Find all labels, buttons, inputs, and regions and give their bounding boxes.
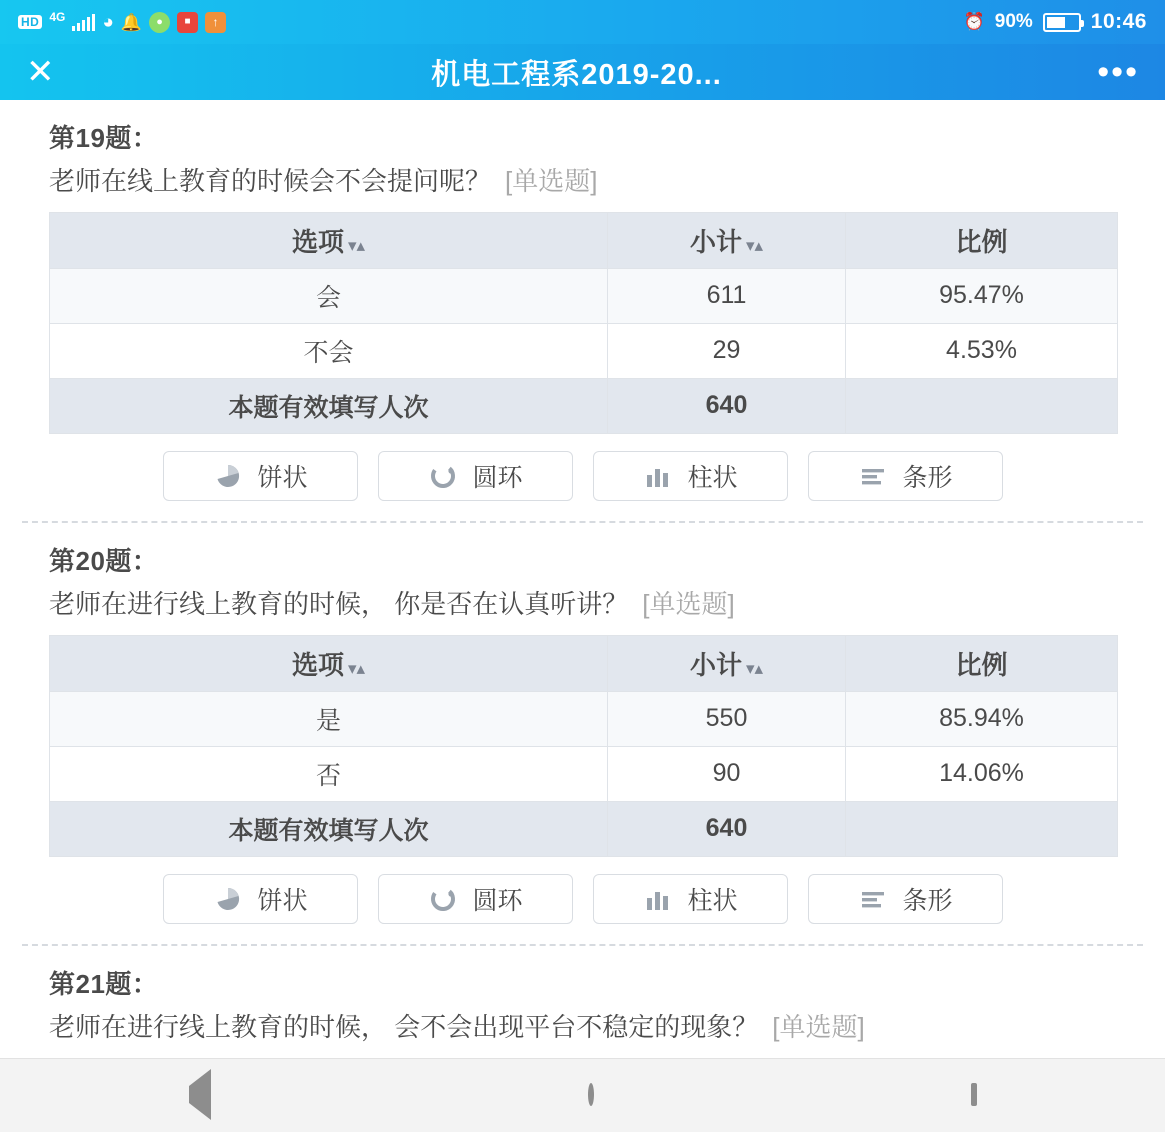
chart-button-pie[interactable] <box>163 451 358 501</box>
upload-icon: ↑ <box>205 12 226 33</box>
page-title: 机电工程系2019-20... <box>431 58 722 91</box>
cell-subtotal: 90 <box>608 746 846 801</box>
question-title <box>49 163 1143 200</box>
survey-results-content[interactable] <box>0 100 1165 1058</box>
table-row <box>50 268 1118 323</box>
column-header-option[interactable] <box>50 212 608 268</box>
sort-icon[interactable]: ▾▴ <box>745 235 764 255</box>
chart-button-pie[interactable] <box>163 874 358 924</box>
column-header-option-label: 选项 <box>291 226 344 257</box>
chart-button-bar-label: 条形 <box>902 886 953 915</box>
question-number: 第21题： <box>49 968 159 999</box>
table-header <box>50 635 1118 691</box>
chart-button-donut[interactable] <box>378 451 573 501</box>
cell-percent: 95.47% <box>846 268 1118 323</box>
table-total-row <box>50 801 1118 856</box>
question-text: 老师在进行线上教育的时候， 你是否在认真听讲？ <box>49 588 629 619</box>
chart-button-column[interactable] <box>593 874 788 924</box>
column-header-percent[interactable] <box>846 212 1118 268</box>
column-header-percent-label: 比例 <box>955 649 1008 680</box>
question-type-label: [单选题] <box>772 1011 865 1042</box>
total-value: 640 <box>608 801 846 856</box>
total-empty <box>846 801 1118 856</box>
horizontal-bar-chart-icon <box>858 884 888 914</box>
battery-percent-label: 90% <box>994 11 1033 32</box>
status-bar <box>0 0 1165 44</box>
column-header-option-label: 选项 <box>291 649 344 680</box>
wifi-icon: ◕ <box>102 11 114 33</box>
question-block-19 <box>0 100 1165 501</box>
bell-icon: 🔔 <box>120 12 143 32</box>
question-text: 老师在进行线上教育的时候， 会不会出现平台不稳定的现象？ <box>49 1011 759 1042</box>
chart-button-pie-label: 饼状 <box>257 886 308 915</box>
column-header-percent-label: 比例 <box>955 226 1008 257</box>
cell-percent: 14.06% <box>846 746 1118 801</box>
bar-chart-icon <box>643 884 673 914</box>
chart-button-donut[interactable] <box>378 874 573 924</box>
chart-button-column[interactable] <box>593 451 788 501</box>
column-header-subtotal-label: 小计 <box>689 226 742 257</box>
home-icon[interactable] <box>588 1086 594 1104</box>
hd-badge: HD <box>18 15 42 29</box>
cell-percent: 85.94% <box>846 691 1118 746</box>
chart-button-pie-label: 饼状 <box>257 463 308 492</box>
status-right-icons <box>964 10 1147 34</box>
column-header-subtotal[interactable] <box>608 635 846 691</box>
results-table <box>49 635 1118 857</box>
chart-button-column-label: 柱状 <box>687 463 738 492</box>
cell-subtotal: 550 <box>608 691 846 746</box>
red-app-icon: ■ <box>177 12 198 33</box>
horizontal-bar-chart-icon <box>858 461 888 491</box>
clock-label: 10:46 <box>1090 10 1147 33</box>
column-header-option[interactable] <box>50 635 608 691</box>
chart-type-buttons <box>49 874 1117 924</box>
pie-chart-icon <box>213 884 243 914</box>
more-options-icon[interactable]: ••• <box>1097 52 1139 91</box>
donut-chart-icon <box>428 461 458 491</box>
chart-button-donut-label: 圆环 <box>472 463 523 492</box>
cell-subtotal: 611 <box>608 268 846 323</box>
alarm-icon: ⏰ <box>963 12 985 31</box>
cell-percent: 4.53% <box>846 323 1118 378</box>
sort-icon[interactable]: ▾▴ <box>347 235 366 255</box>
cell-option: 是 <box>50 691 608 746</box>
question-block-21 <box>0 946 1165 1046</box>
cell-option: 不会 <box>50 323 608 378</box>
chart-button-bar-label: 条形 <box>902 463 953 492</box>
table-total-row <box>50 378 1118 433</box>
total-value: 640 <box>608 378 846 433</box>
chart-button-bar[interactable] <box>808 874 1003 924</box>
status-left-icons <box>18 12 226 33</box>
table-row <box>50 323 1118 378</box>
pie-chart-icon <box>213 461 243 491</box>
question-number: 第19题： <box>49 123 159 153</box>
column-header-percent[interactable] <box>846 635 1118 691</box>
sort-icon[interactable]: ▾▴ <box>745 658 764 678</box>
cell-option: 否 <box>50 746 608 801</box>
table-row <box>50 746 1118 801</box>
network-type-label: 4G <box>49 10 66 24</box>
table-body <box>50 268 1118 433</box>
chart-type-buttons <box>49 451 1117 501</box>
total-label: 本题有效填写人次 <box>50 378 608 433</box>
total-label: 本题有效填写人次 <box>50 801 608 856</box>
cell-option: 会 <box>50 268 608 323</box>
column-header-subtotal-label: 小计 <box>689 649 742 680</box>
question-title <box>49 1009 1143 1046</box>
question-number: 第20题： <box>49 545 159 576</box>
question-text: 老师在线上教育的时候会不会提问呢？ <box>49 166 492 196</box>
donut-chart-icon <box>428 884 458 914</box>
wechat-icon: ● <box>149 12 170 33</box>
bar-chart-icon <box>643 461 673 491</box>
results-table <box>49 212 1118 434</box>
column-header-subtotal[interactable] <box>608 212 846 268</box>
table-row <box>50 691 1118 746</box>
back-icon[interactable] <box>189 1086 211 1104</box>
question-type-label: [单选题] <box>505 166 598 196</box>
total-empty <box>846 378 1118 433</box>
android-navigation-bar <box>0 1058 1165 1132</box>
recents-icon[interactable] <box>971 1086 977 1104</box>
cell-subtotal: 29 <box>608 323 846 378</box>
chart-button-donut-label: 圆环 <box>472 886 523 915</box>
question-title <box>49 586 1143 623</box>
question-type-label: [单选题] <box>642 588 735 619</box>
close-icon[interactable]: ✕ <box>26 53 55 91</box>
battery-icon <box>1043 13 1081 32</box>
table-body <box>50 691 1118 856</box>
table-header <box>50 212 1118 268</box>
chart-button-bar[interactable] <box>808 451 1003 501</box>
sort-icon[interactable]: ▾▴ <box>347 658 366 678</box>
4g-signal-icon <box>72 13 95 31</box>
question-block-20 <box>0 523 1165 924</box>
title-bar <box>0 44 1165 100</box>
chart-button-column-label: 柱状 <box>687 886 738 915</box>
